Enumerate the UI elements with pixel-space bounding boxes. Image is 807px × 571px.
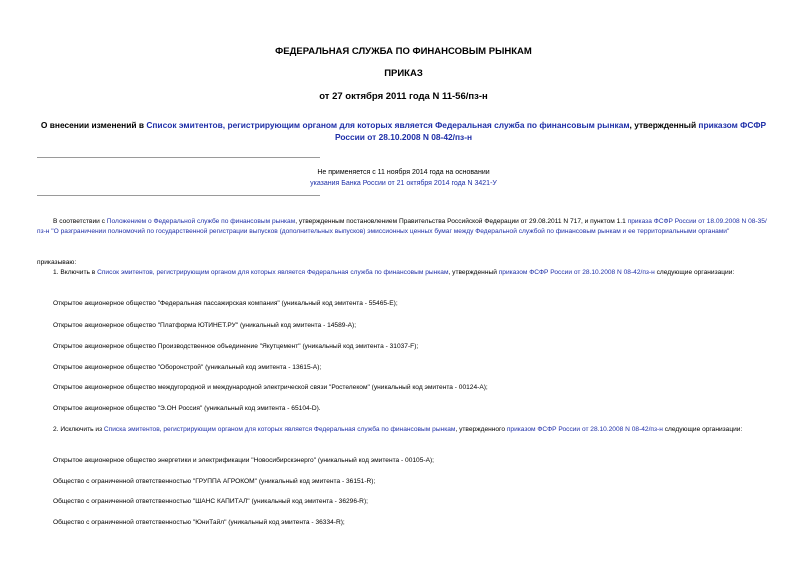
para2-link-order[interactable]: приказом ФСФР России от 28.10.2008 N 08-42/пз-н (506, 426, 663, 433)
date-number-heading: от 27 октября 2011 года N 11-56/пз-н (319, 91, 488, 102)
para2-text-1: 2. Исключить из (53, 426, 104, 433)
document-title (40, 119, 767, 143)
exclude-item: Общество с ограниченной ответственностью "ЮниТайл" (уникальный код эмитента - 36334-R); (53, 519, 345, 526)
notice-line: Не применяется с 11 ноября 2014 года на основании (317, 169, 490, 176)
para1-link-order[interactable]: приказом ФСФР России от 28.10.2008 N 08-42/пз-н (498, 269, 655, 276)
include-item: Открытое акционерное общество "Федеральная пассажирская компания" (уникальный код эмитента - 55465-Е); (53, 300, 398, 307)
para1-link-list[interactable]: Список эмитентов, регистрирующим органом для которых является Федеральная служба по финансовым рынкам (97, 269, 449, 276)
preamble-link-order[interactable]: приказа ФСФР России от 18.09.2008 N 08-35/пз-н (37, 218, 767, 235)
preamble-text-1: В соответствии с (53, 218, 107, 225)
para2-link-list[interactable]: Списка эмитентов, регистрирующим органом для которых является Федеральная служба по финансовым рынкам (103, 426, 456, 433)
paragraph-2 (37, 425, 772, 435)
para1-text-2: , утвержденный (448, 269, 499, 276)
notice-link-line (0, 180, 807, 187)
exclude-item: Открытое акционерное общество энергетики и электрификации "Новосибирскэнерго" (уникальный код эмитента - 00105-А); (53, 457, 435, 464)
divider-bottom (37, 195, 320, 196)
include-item: Открытое акционерное общество "Платформа ЮТИНЕТ.РУ" (уникальный код эмитента - 14589-А); (53, 322, 357, 329)
agency-heading: ФЕДЕРАЛЬНАЯ СЛУЖБА ПО ФИНАНСОВЫМ РЫНКАМ (275, 46, 532, 57)
preamble-text-3: "О разграничении полномочий по государственной регистрации выпусков (дополнительных выпусков) эмиссионных ценных бумаг между Федеральной службой по финансовым рынкам и ее территориальными органами" (49, 227, 730, 235)
exclude-item: Общество с ограниченной ответственностью "ШАНС КАПИТАЛ" (уникальный код эмитента - 36296-R); (53, 498, 368, 505)
include-item: Открытое акционерное общество "Оборонстрой" (уникальный код эмитента - 13615-А); (53, 364, 322, 371)
preamble-text-2: , утвержденным постановлением Правительства Российской Федерации от 29.08.2011 N 717, и пунктом 1.1 (295, 218, 628, 225)
exclude-item: Общество с ограниченной ответственностью "ГРУППА АГРОКОМ" (уникальный код эмитента - 36151-R); (53, 478, 376, 485)
order-word: приказываю: (37, 259, 77, 266)
preamble-paragraph (37, 217, 772, 236)
title-link-order[interactable]: приказом ФСФР России от 28.10.2008 N 08-42/пз-н (334, 120, 767, 142)
include-item: Открытое акционерное общество междугородной и международной электрической связи "Ростелеком" (уникальный код эмитента - 00124-А); (53, 384, 488, 391)
title-prefix: О внесении изменений в (40, 120, 147, 130)
para2-text-2: , утвержденного (455, 426, 507, 433)
doc-type-heading: ПРИКАЗ (384, 68, 423, 79)
paragraph-1 (37, 268, 772, 278)
para1-text-3: следующие организации: (654, 269, 735, 276)
title-middle: , утвержденный (629, 120, 699, 130)
include-item: Открытое акционерное общество "Э.ОН Россия" (уникальный код эмитента - 65104-D). (53, 405, 321, 412)
para1-text-1: 1. Включить в (53, 269, 98, 276)
divider-top (37, 157, 320, 158)
notice-link[interactable]: указания Банка России от 21 октября 2014 года N 3421-У (310, 180, 497, 187)
title-link-list[interactable]: Список эмитентов, регистрирующим органом для которых является Федеральная служба по финансовым рынкам (146, 120, 630, 130)
preamble-link-regulation[interactable]: Положением о Федеральной службе по финансовым рынкам (106, 218, 296, 225)
para2-text-3: следующие организации: (662, 426, 743, 433)
include-item: Открытое акционерное общество Производственное объединение "Якутцемент" (уникальный код эмитента - 31037-F); (53, 343, 419, 350)
